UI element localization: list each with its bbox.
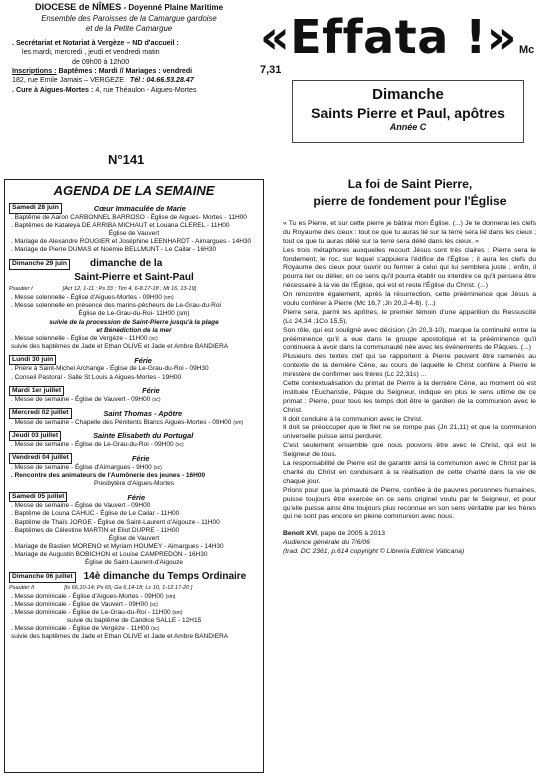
- event-continuation: Église de Vauvert: [108, 229, 160, 237]
- article-paragraph: Pierre sera, parmi les apôtres, le premier témoin d'une apparition du Ressuscité (Lc 24,34 ;1Co 15,5).: [283, 308, 536, 325]
- event: . Baptême de Aaron CARBONNEL BARROSO - Église de Aigues- Mortes - 11H00: [11, 213, 247, 221]
- diocese-line: [4, 2, 254, 14]
- secretariat: . Secrétariat et Notariat à Vergèze – ND d'accueil :: [12, 38, 179, 47]
- day-date: Samedi 28 juin: [9, 203, 62, 213]
- sunday-label: Dimanche: [372, 86, 444, 103]
- event: . Messe de semaine - Chapelle des Pénitents Blancs Aigues-Mortes - 09H00 (sm): [11, 418, 244, 426]
- day-header: [9, 431, 259, 441]
- day-header: [9, 258, 259, 271]
- event: . Baptême de Thaïs JORGE - Église de Saint-Laurent d'Aigouze - 11H00: [11, 518, 220, 526]
- audience-date: Audience générale du 7/6/06: [283, 539, 370, 547]
- readings: [9, 286, 259, 293]
- event: . Messe dominicale - Église d'Aigues-Mortes - 09H00 (sm): [11, 592, 176, 600]
- day-feast: dimanche de la: [90, 258, 163, 270]
- event: . Rencontre des animateurs de l'Aumônerie des jeunes - 16H00: [11, 471, 206, 479]
- readings: [9, 585, 259, 592]
- telephone: Tél : 04.66.53.28.47: [129, 76, 194, 85]
- event: suivie des baptêmes de Jade et Ethan OLIVE et Jade et Ambre BANDIERA: [11, 342, 229, 350]
- issue-number: N°141: [108, 152, 145, 167]
- event: . Messe de semaine - Église de Le-Grau-du-Roi - 09H00 (sc): [11, 441, 184, 449]
- sunday-feast: Saints Pierre et Paul, apôtres: [311, 105, 505, 121]
- event-continuation: et Bénédiction de la mer: [96, 326, 172, 334]
- agenda-box: [4, 179, 264, 773]
- event-continuation: suivie du baptême de Candice SALLE - 12H15: [66, 617, 202, 625]
- event: . Messe solennelle - Église d'Aigues-Mortes - 09H00 (sm): [11, 294, 174, 302]
- day-date: Lundi 30 juin: [9, 355, 56, 365]
- address: 182, rue Emile Jamais – VERGEZE: [12, 76, 124, 85]
- article-paragraph: Plusieurs des textes clef qui se rapportent à Pierre peuvent être ramenés au contexte de la dernière Cène, au cours de laquelle le Christ confère à Pierre le ministère de confirmer ses frères (Lc 22,31s) ...: [283, 353, 536, 379]
- day-header: [9, 203, 259, 213]
- article-paragraph: Il doit se préoccuper que le filet ne se rompe pas (Jn 21,11) et que la communion universelle puisse ainsi perdurer.: [283, 424, 536, 441]
- day-date: Dimanche 06 juillet: [9, 572, 76, 582]
- day-date: Vendredi 04 juillet: [9, 453, 72, 463]
- day-header: [9, 386, 259, 396]
- bulletin-title: [260, 10, 548, 78]
- contact-info: [4, 39, 254, 96]
- article-paragraph: Son rôle, qui est souligné avec décision (Jn 20,3-10), marque la continuité entre la prééminence qu'il a eue dans le groupe apostolique et la prééminence qu'il continuera à avoir dans la communauté née avec les événements de Pâques. (...): [283, 326, 536, 352]
- day-date: Mardi 1er juillet: [9, 386, 64, 396]
- ensemble-line-2: et de la Petite Camargue: [85, 23, 173, 33]
- sunday-year: Année C: [389, 122, 427, 132]
- event: . Messe solennelle - Église de Vergèze - 11H00 (sc): [11, 334, 158, 342]
- article-title: [286, 176, 534, 209]
- event-continuation: suivie de la procession de Saint-Pierre jusqu'à la plage: [49, 318, 219, 326]
- author-name: Benoît XVI: [283, 530, 317, 538]
- author-role: , pape de 2005 à 2013: [317, 530, 386, 538]
- inscriptions-text: Baptêmes : Mardi // Mariages : vendredi: [56, 66, 193, 75]
- day-header: [9, 355, 259, 365]
- article-paragraph: C'est seulement ensemble que nous pouvons être avec le Christ, qui est le Seigneur de tous.: [283, 442, 536, 459]
- article-paragraph: La responsabilité de Pierre est de garantir ainsi la communion avec le Christ par la charité du Christ en conduisant à la réalisation de cette charité dans la vie de chaque jour.: [283, 460, 536, 485]
- event: . Messe solennelle en présence des marins-pêcheurs de Le-Grau-du-Roi: [11, 302, 221, 310]
- day-date: Dimanche 29 juin: [9, 259, 70, 269]
- day-feast-cont: Saint-Pierre et Saint-Paul: [74, 271, 194, 283]
- day-header: [9, 571, 259, 584]
- cure-address: 4, rue Théaulon - Aigues-Mortes: [93, 85, 197, 94]
- day-feast: Férie: [131, 453, 150, 463]
- day-feast: 14è dimanche du Temps Ordinaire: [83, 571, 247, 583]
- event-continuation: Presbytère d'Aigues-Mortes: [94, 479, 174, 487]
- event: . Baptêmes de Célestine MARTIN et Eliot DUPRE - 11H00: [11, 526, 180, 534]
- event-continuation: Église de Saint-Laurent-d'Aigouze: [84, 559, 184, 567]
- day-feast: Cœur Immaculée de Marie: [93, 203, 186, 213]
- event: . Messe de semaine - Église de Vauvert - 09H00 (sc): [11, 396, 161, 404]
- event: suivie des baptêmes de Jade et Ethan OLIVE et Jade et Ambre BANDIERA: [11, 633, 229, 641]
- event: . Messe dominicale - Église de Vergèze - 11H00 (sc): [11, 625, 160, 633]
- parish-header: [4, 2, 254, 95]
- article-paragraph: On rencontre également, après la résurrection, cette prééminence que Jésus a voulu conférer à Pierre (Mc 16,7 ;Jn 20,2-4-6). (...): [283, 291, 536, 308]
- doyenne: - Doyenné Plaine Maritime: [121, 3, 224, 12]
- day-feast: Férie: [142, 386, 160, 396]
- day-header: [9, 408, 259, 418]
- bulletin-ref: Mc 7,31: [260, 44, 535, 76]
- diocese-name: DIOCESE de NÎMES: [34, 2, 122, 12]
- sunday-box: [292, 80, 524, 143]
- article-body: [283, 220, 536, 557]
- inscriptions-label: Inscriptions :: [12, 66, 57, 75]
- day-feast: Saint Thomas - Apôtre: [103, 408, 183, 418]
- psautier: Psautier II: [9, 584, 35, 591]
- article-paragraph: Cette contextualisation du primat de Pierre à la dernière Cène, au moment où est instituée l'Eucharistie, Pâque du Seigneur, indique en plus le sens ultime de ce primat : Pierre, pour tous les temps doit être le gardien de la communion avec le Christ.: [283, 380, 536, 414]
- article-paragraph: « Tu es Pierre, et sur cette pierre je bâtirai mon Église. (...) Je te donnerai les clefs du Royaume des cieux : tout ce que tu auras lié sur la terre sera lié dans les cieux ; tout ce que tu auras délié sur la terre sera délié dans les cieux. »: [283, 220, 536, 245]
- article-signature: [283, 530, 536, 556]
- event: . Messe dominicale - Église de Vauvert - 09H00 (sc): [11, 600, 158, 608]
- day-feast: Férie: [127, 492, 146, 502]
- cure-label: . Cure à Aigues-Mortes :: [12, 85, 94, 94]
- day-header: [9, 453, 259, 463]
- hours-2: de 09h00 à 12h00: [72, 57, 130, 66]
- copyright: (trad. DC 2361, p.614 copyright © Libreria Editrice Vaticana): [283, 547, 465, 555]
- reading-refs: [Act 12, 1-11 ; Ps 33 ; Tim 4, 6-8.17-18 ; Mt 16, 13-19]: [62, 286, 197, 293]
- event: . Conseil Pastoral - Salle St Louis à Aigues-Mortes - 19H00: [11, 373, 182, 381]
- hours-1: les mardi, mercredi , jeudi et vendredi matin: [22, 48, 160, 57]
- event: . Mariage de Alexandre ROUGIER et Joséphine LEENHARDT - Aimargues - 14H30: [11, 238, 252, 245]
- event: . Mariage de Bastien MORENO et Myriam HOUMEY - Aimargues - 14H30: [11, 542, 224, 550]
- article-paragraph: Les trois métaphores auxquelles recourt Jésus sont très claires : Pierre sera le fondement, le roc, sur lequel s'appuiera l'édifice de l'Église ; il aura les clefs du Royaume des cieux pour ouvrir ou fermer à celui qui lui semblera juste ; enfin, il pourra lier ou délier, en ce sens qu'il pourra établir ou interdire ce qu'il pensera être nécessaire à la vie de l'Église, qui est et reste l'Église du Christ. (...): [283, 246, 536, 290]
- psautier: Psautier I: [9, 286, 33, 293]
- bulletin-name: «Effata !»: [260, 10, 517, 64]
- event-continuation: Église de Vauvert: [108, 534, 160, 542]
- day-date: Jeudi 03 juillet: [9, 431, 61, 441]
- day-feast: Férie: [134, 355, 152, 365]
- event: . Mariage de Pierre DUMAS et Noémie BELLMUNT - Le Cailar - 16H30: [11, 246, 217, 254]
- event: . Messe de semaine - Église d'Aimargues - 9H00 (sc): [11, 463, 162, 471]
- event: . Prière à Saint-Michel Archange - Église de Le-Grau-du-Roi - 09H30: [11, 365, 209, 373]
- day-date: Mercredi 02 juillet: [9, 408, 72, 418]
- article-title-line-1: La foi de Saint Pierre,: [347, 177, 473, 191]
- event: . Messe dominicale - Église de Le-Grau-du-Roi - 11H00 (sm): [11, 609, 183, 617]
- article-paragraph: Prions pour que la primauté de Pierre, confiée à de pauvres personnes humaines, puisse toujours être exercée en ce sens originel voulu par le Seigneur, et pour qu'elle puisse ainsi être toujours plus reconnue en son sens véritable par les frères qui ne sont pas encore en pleine communion avec nous.: [283, 486, 536, 521]
- event: . Baptême de Louna CAHUC - Église de Le Cailar - 11H00: [11, 510, 180, 518]
- article-paragraph: Il doit conduire à la communion avec le Christ.: [283, 415, 423, 423]
- day-date: Samedi 05 juillet: [9, 492, 67, 502]
- reading-refs: [Is 66,10-14; Ps 65; Ga 6,14-18; Lc 10, 1-12.17-20 ]: [64, 584, 193, 591]
- agenda-title: AGENDA DE LA SEMAINE: [53, 183, 215, 198]
- ensemble-line-1: Ensemble des Paroisses de la Camargue gardoise: [41, 13, 217, 23]
- event-continuation: Église de Le-Grau-du-Roi- 11H00 (sm): [78, 310, 190, 318]
- article-title-line-2: pierre de fondement pour l'Église: [313, 193, 507, 208]
- event: . Mariage de Augustin BOBICHON et Louise CAMPREDON - 16H30: [11, 551, 208, 559]
- day-header: [9, 492, 259, 502]
- event: . Baptêmes de Kataleya DE ARRIBA MICHAUT et Louana CLEREL - 11H00: [11, 221, 230, 229]
- event: . Messe de semaine - Église de Vauvert - 09H00: [11, 502, 151, 510]
- day-feast: Sainte Elisabeth du Portugal: [93, 431, 194, 441]
